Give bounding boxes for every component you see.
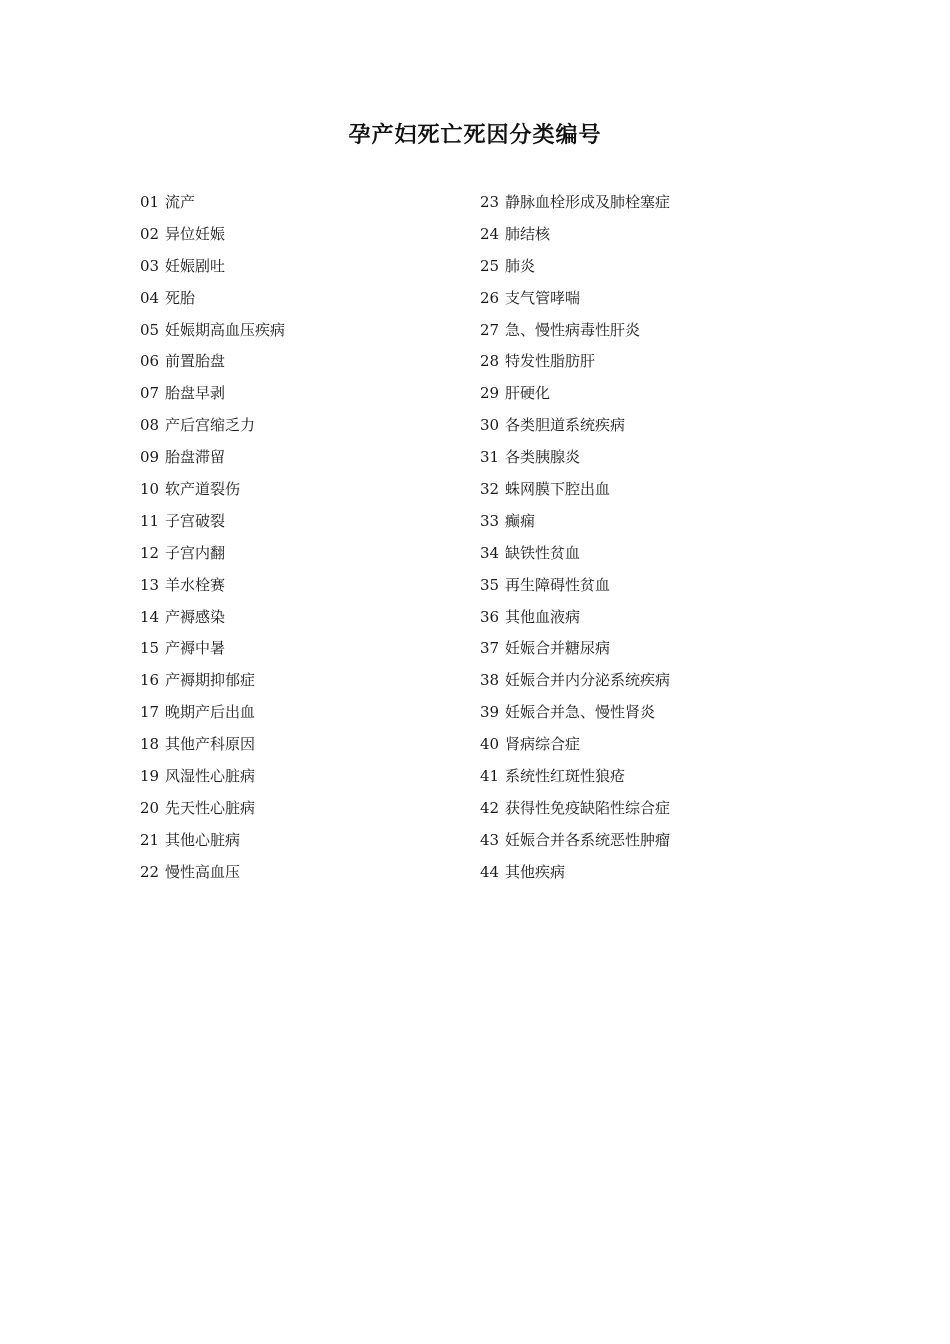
list-item (140, 379, 460, 411)
item-label: 肺炎 (505, 256, 536, 275)
list-item (480, 539, 810, 571)
list-item (140, 284, 460, 316)
item-code: 11 (140, 511, 160, 530)
item-code: 14 (140, 607, 160, 626)
item-label: 软产道裂伤 (165, 480, 241, 499)
list-item (480, 603, 810, 635)
item-code: 23 (480, 193, 500, 211)
item-code: 25 (480, 256, 500, 275)
item-code: 06 (140, 352, 160, 371)
item-label: 蛛网膜下腔出血 (505, 480, 611, 499)
item-code: 24 (480, 224, 500, 243)
item-code: 44 (480, 862, 500, 881)
list-item (140, 411, 460, 443)
list-item (480, 411, 810, 443)
item-label: 子宫破裂 (165, 511, 226, 530)
item-code: 26 (480, 288, 500, 307)
list-item (480, 347, 810, 379)
item-code: 16 (140, 671, 160, 690)
list-item (480, 762, 810, 794)
list-item (480, 571, 810, 603)
item-label: 静脉血栓形成及肺栓塞症 (505, 193, 671, 211)
item-code: 39 (480, 703, 500, 722)
item-label: 再生障碍性贫血 (505, 575, 611, 594)
list-item (140, 826, 460, 858)
item-label: 特发性脂肪肝 (505, 352, 596, 371)
list-item (140, 762, 460, 794)
item-code: 36 (480, 607, 500, 626)
list-item (480, 316, 810, 348)
item-label: 产褥期抑郁症 (165, 671, 256, 690)
item-code: 30 (480, 416, 500, 435)
item-label: 羊水栓赛 (165, 575, 226, 594)
cause-list-right (480, 188, 810, 890)
item-code: 19 (140, 767, 160, 786)
item-code: 05 (140, 320, 160, 339)
list-item (480, 284, 810, 316)
item-code: 29 (480, 384, 500, 403)
item-label: 胎盘滞留 (165, 448, 226, 467)
item-code: 38 (480, 671, 500, 690)
item-label: 子宫内翻 (165, 543, 226, 562)
item-code: 42 (480, 798, 500, 817)
item-label: 妊娠期高血压疾病 (165, 320, 286, 339)
list-item (140, 443, 460, 475)
item-code: 33 (480, 511, 500, 530)
item-label: 系统性红斑性狼疮 (505, 767, 626, 786)
list-item (480, 188, 810, 220)
page-title: 孕产妇死亡死因分类编号 (348, 123, 602, 148)
list-item (140, 698, 460, 730)
item-code: 21 (140, 830, 160, 849)
item-code: 22 (140, 862, 160, 881)
item-code: 07 (140, 384, 160, 403)
list-item (480, 220, 810, 252)
item-label: 死胎 (165, 288, 196, 307)
list-item (140, 220, 460, 252)
item-code: 43 (480, 830, 500, 849)
list-item (480, 826, 810, 858)
list-item (480, 794, 810, 826)
item-code: 41 (480, 767, 500, 786)
item-label: 其他产科原因 (165, 735, 256, 754)
item-label: 其他血液病 (505, 607, 581, 626)
item-code: 40 (480, 735, 500, 754)
item-code: 04 (140, 288, 160, 307)
list-item (480, 666, 810, 698)
item-code: 03 (140, 256, 160, 275)
list-item (140, 634, 460, 666)
item-code: 15 (140, 639, 160, 658)
item-code: 01 (140, 193, 160, 211)
item-code: 09 (140, 448, 160, 467)
item-code: 13 (140, 575, 160, 594)
list-item (140, 252, 460, 284)
list-item (480, 858, 810, 890)
list-item (480, 443, 810, 475)
list-item (480, 698, 810, 730)
item-label: 支气管哮喘 (505, 288, 581, 307)
list-item (140, 666, 460, 698)
list-item (480, 730, 810, 762)
item-label: 获得性免疫缺陷性综合症 (505, 798, 671, 817)
item-label: 胎盘早剥 (165, 384, 226, 403)
item-label: 晚期产后出血 (165, 703, 256, 722)
item-label: 肺结核 (505, 224, 551, 243)
item-code: 37 (480, 639, 500, 658)
item-label: 风湿性心脏病 (165, 767, 256, 786)
list-item (480, 634, 810, 666)
list-item (480, 475, 810, 507)
item-code: 31 (480, 448, 500, 467)
list-item (140, 507, 460, 539)
item-label: 前置胎盘 (165, 352, 226, 371)
item-code: 27 (480, 320, 500, 339)
list-item (480, 507, 810, 539)
item-label: 妊娠剧吐 (165, 256, 226, 275)
item-label: 肝硬化 (505, 384, 551, 403)
item-label: 缺铁性贫血 (505, 543, 581, 562)
item-code: 12 (140, 543, 160, 562)
list-item (140, 730, 460, 762)
item-label: 各类胰腺炎 (505, 448, 581, 467)
item-label: 慢性高血压 (165, 862, 241, 881)
item-label: 肾病综合症 (505, 735, 581, 754)
item-code: 28 (480, 352, 500, 371)
item-label: 产褥感染 (165, 607, 226, 626)
item-code: 18 (140, 735, 160, 754)
list-item (140, 539, 460, 571)
list-item (480, 252, 810, 284)
list-item (140, 603, 460, 635)
item-code: 35 (480, 575, 500, 594)
item-label: 产后宫缩乏力 (165, 416, 256, 435)
item-code: 02 (140, 224, 160, 243)
item-label: 先天性心脏病 (165, 798, 256, 817)
list-item (140, 347, 460, 379)
item-label: 异位妊娠 (165, 224, 226, 243)
item-label: 妊娠合并糖尿病 (505, 639, 611, 658)
item-label: 急、慢性病毒性肝炎 (505, 320, 641, 339)
cause-list-left (140, 188, 460, 890)
item-code: 32 (480, 480, 500, 499)
list-item (140, 475, 460, 507)
item-label: 各类胆道系统疾病 (505, 416, 626, 435)
item-label: 其他心脏病 (165, 830, 241, 849)
item-label: 流产 (165, 193, 196, 211)
item-label: 妊娠合并内分泌系统疾病 (505, 671, 671, 690)
item-label: 妊娠合并各系统恶性肿瘤 (505, 830, 671, 849)
list-item (140, 571, 460, 603)
item-label: 其他疾病 (505, 862, 566, 881)
item-code: 20 (140, 798, 160, 817)
item-code: 17 (140, 703, 160, 722)
item-code: 08 (140, 416, 160, 435)
list-item (140, 794, 460, 826)
item-code: 34 (480, 543, 500, 562)
item-label: 妊娠合并急、慢性肾炎 (505, 703, 656, 722)
item-code: 10 (140, 480, 160, 499)
list-item (480, 379, 810, 411)
list-item (140, 858, 460, 890)
list-item (140, 316, 460, 348)
item-label: 产褥中暑 (165, 639, 226, 658)
item-label: 癫痫 (505, 511, 536, 530)
list-item (140, 188, 460, 220)
